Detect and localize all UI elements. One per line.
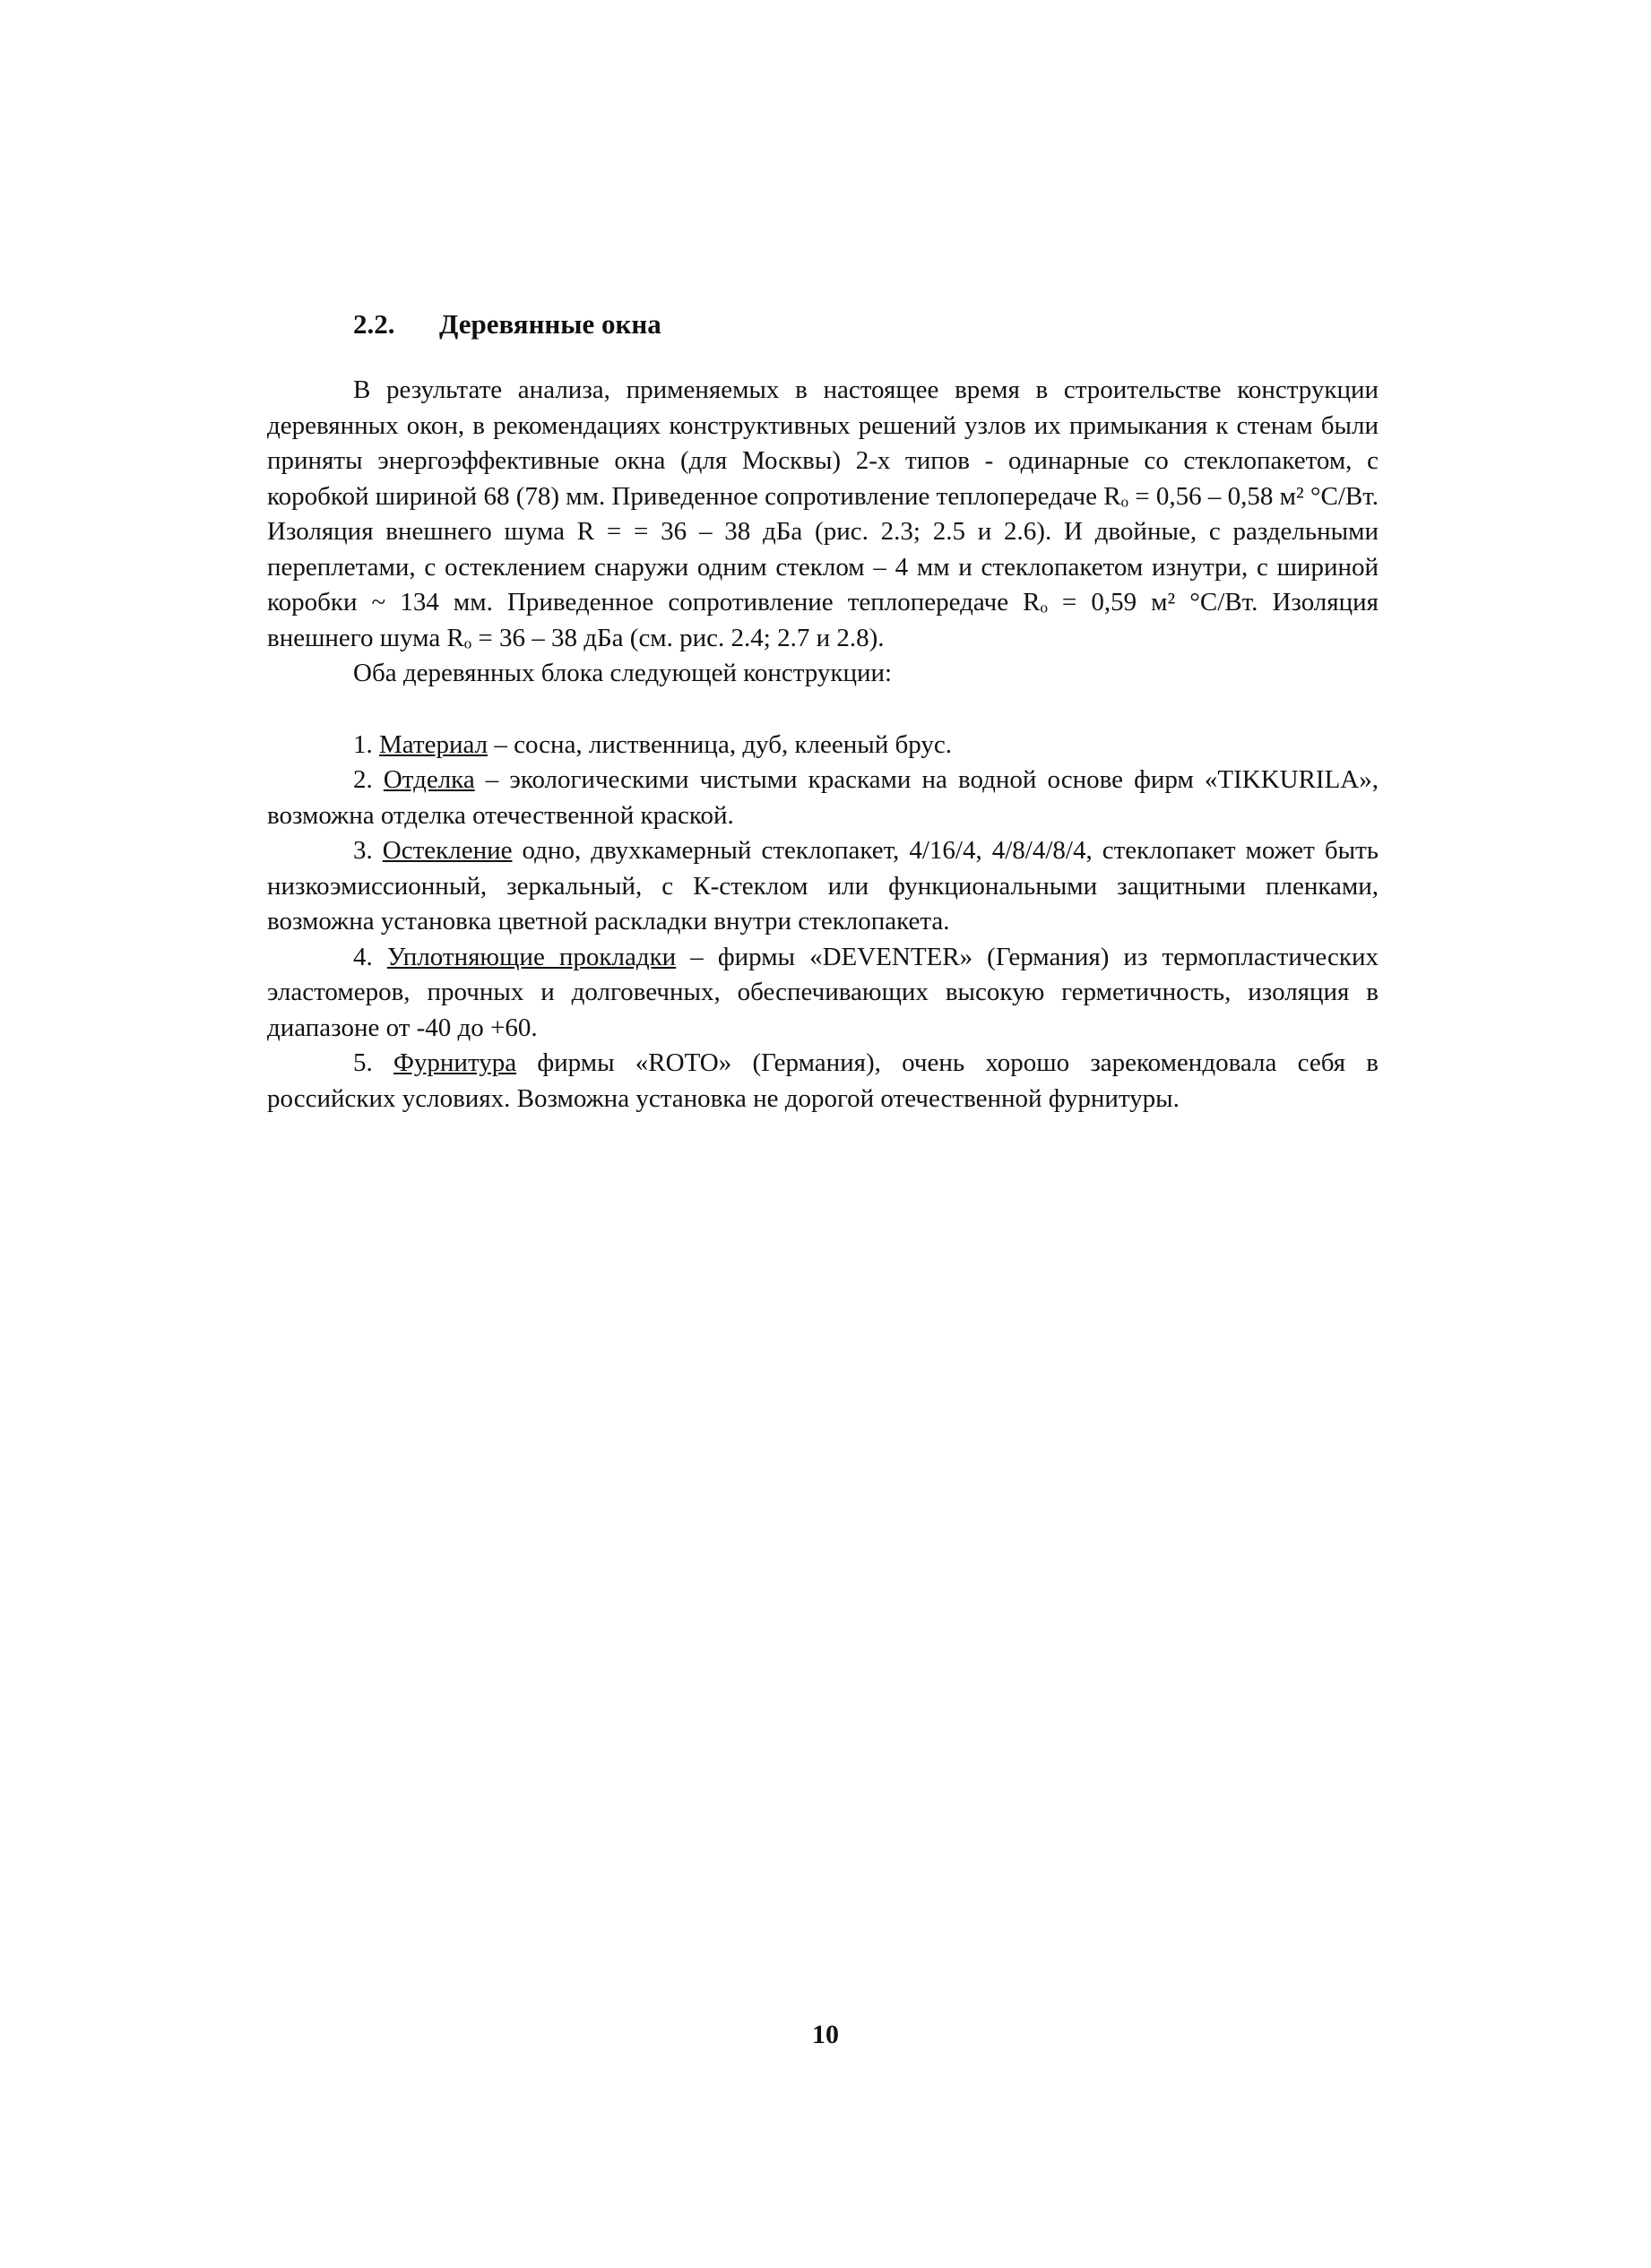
list-item-number: 5. bbox=[353, 1048, 373, 1077]
paragraph-main: В результате анализа, применяемых в настоящее время в строительстве конструкции деревянных окон, в рекомендациях конструктивных решений узлов их примыкания к стенам были приняты энергоэффективные окна (для Москвы) 2-х типов - одинарные со стеклопакетом, с коробкой шириной 68 (78) мм. Приведенное сопротивление теплопередаче Rₒ = 0,56 – 0,58 м² °С/Вт. Изоляция внешнего шума R = = 36 – 38 дБа (рис. 2.3; 2.5 и 2.6). И двойные, с раздельными переплетами, с остеклением снаружи одним стеклом – 4 мм и стеклопакетом изнутри, с шириной коробки ~ 134 мм. Приведенное сопротивление теплопередаче Rₒ = 0,59 м² °С/Вт. Изоляция внешнего шума Rₒ = 36 – 38 дБа (см. рис. 2.4; 2.7 и 2.8). bbox=[267, 375, 1379, 652]
list-item-text: – сосна, лиственница, дуб, клееный брус. bbox=[488, 729, 953, 759]
list-item-number: 4. bbox=[353, 942, 373, 971]
list-item-number: 3. bbox=[353, 836, 373, 865]
list-item-text: фирмы «ROTO» (Германия), очень хорошо зарекомендовала себя в российских условиях. Возможна установка не дорогой отечественной фурнитуры. bbox=[267, 1048, 1379, 1113]
list-item-term: Уплотняющие прокладки bbox=[386, 942, 677, 971]
list-item-seals bbox=[267, 940, 1379, 1047]
list-item-material bbox=[267, 728, 1379, 763]
list-item-hardware bbox=[267, 1046, 1379, 1117]
list-item-text: одно, двухкамерный стеклопакет, 4/16/4, 4/8/4/8/4, стеклопакет может быть низкоэмиссионный, зеркальный, с К-стеклом или функциональными защитными пленками, возможна установка цветной раскладки внутри стеклопакета. bbox=[267, 836, 1379, 936]
list-item-term: Отделка bbox=[383, 765, 475, 794]
page-number: 10 bbox=[812, 2020, 839, 2049]
list-item-term: Фурнитура bbox=[393, 1048, 517, 1077]
list-item-number: 2. bbox=[353, 765, 373, 794]
section-number: 2.2. bbox=[353, 308, 395, 340]
list-item-text: – фирмы «DEVENTER» (Германия) из термопластических эластомеров, прочных и долговечных, обеспечивающих высокую герметичность, изоляция в диапазоне от -40 до +60. bbox=[267, 942, 1379, 1042]
list-item-term: Остекление bbox=[382, 836, 513, 865]
section-title: Деревянные окна bbox=[439, 308, 661, 340]
list-item-term: Материал bbox=[379, 729, 488, 759]
section-heading bbox=[353, 308, 661, 341]
list-item-glazing bbox=[267, 833, 1379, 940]
list-item-finish bbox=[267, 763, 1379, 833]
list-item-text: – экологическими чистыми красками на водной основе фирм «TIKKURILA», возможна отделка отечественной краской. bbox=[267, 765, 1379, 830]
list-intro: Оба деревянных блока следующей конструкции: bbox=[353, 659, 893, 687]
list-item-number: 1. bbox=[353, 729, 373, 759]
body-text bbox=[267, 373, 1379, 1117]
